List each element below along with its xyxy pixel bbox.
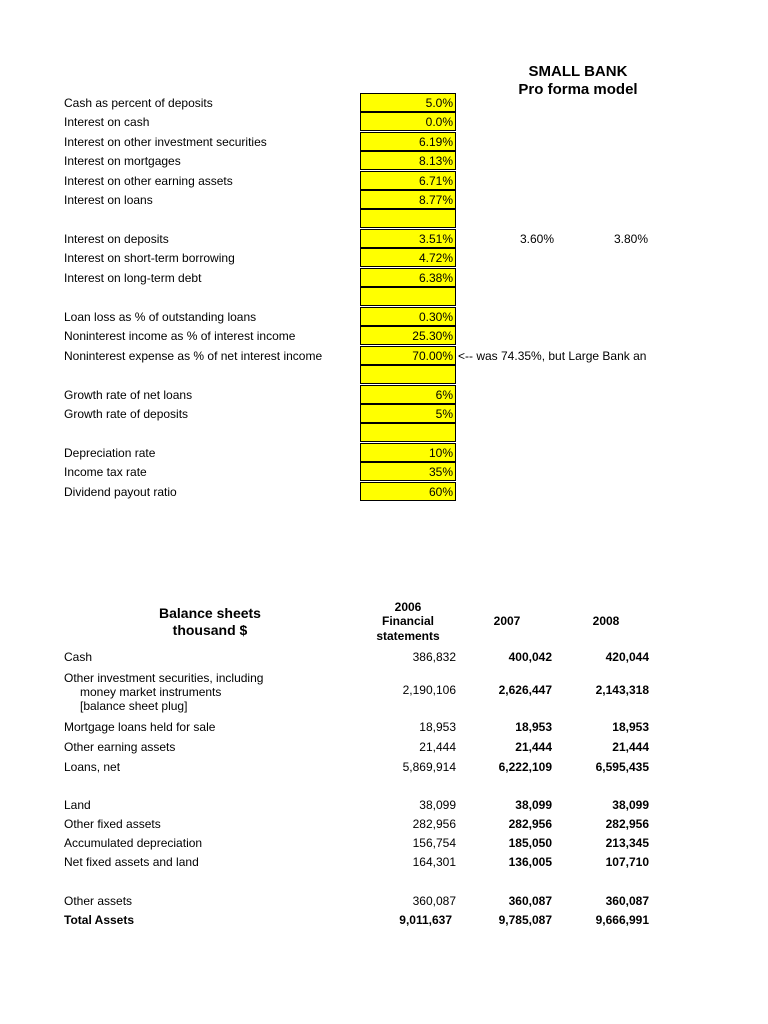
assumption-label: Cash as percent of deposits	[64, 96, 213, 110]
balance-total-2008: 9,666,991	[595, 913, 649, 927]
assumption-label: Interest on loans	[64, 193, 153, 207]
balance-2008: 6,595,435	[595, 760, 649, 774]
balance-total-label: Total Assets	[64, 913, 135, 927]
col-2007: 2007	[493, 614, 521, 628]
assumption-cell[interactable]: 8.77%	[360, 190, 456, 209]
balance-2008: 420,044	[605, 650, 649, 664]
balance-2007: 360,087	[508, 894, 552, 908]
assumption-label: Interest on cash	[64, 115, 150, 129]
balance-2006: 5,869,914	[402, 760, 456, 774]
balance-2008: 38,099	[612, 798, 649, 812]
balance-2008: 360,087	[605, 894, 649, 908]
assumption-label: Noninterest expense as % of net interest income	[64, 349, 323, 363]
assumption-cell-empty[interactable]	[360, 209, 456, 228]
balance-2008: 213,345	[605, 836, 649, 850]
assumption-label: Growth rate of deposits	[64, 407, 189, 421]
balance-2006: 18,953	[419, 720, 456, 734]
assumption-cell[interactable]: 0.0%	[360, 112, 456, 131]
assumption-cell[interactable]: 60%	[360, 482, 456, 501]
balance-2006: 386,832	[412, 650, 456, 664]
assumption-label: Interest on mortgages	[64, 154, 181, 168]
balance-row-label: Other assets	[64, 894, 133, 908]
assumption-cell[interactable]: 6.71%	[360, 171, 456, 190]
col-2006-line3: statements	[376, 629, 440, 643]
balance-row-label: Cash	[64, 650, 93, 664]
assumption-cell[interactable]: 5.0%	[360, 93, 456, 112]
balance-2006: 360,087	[412, 894, 456, 908]
balance-2007: 185,050	[508, 836, 552, 850]
balance-2007: 18,953	[515, 720, 552, 734]
balance-row-label: Mortgage loans held for sale	[64, 720, 216, 734]
balance-row-label: Other investment securities, including	[64, 671, 264, 685]
balance-row-label: Land	[64, 798, 91, 812]
title-line2: Pro forma model	[518, 81, 638, 98]
balance-total-2006: 9,011,637	[399, 913, 452, 927]
assumption-cell[interactable]: 70.00%	[360, 346, 456, 365]
assumption-label: Interest on other investment securities	[64, 135, 267, 149]
assumption-cell[interactable]: 3.51%	[360, 229, 456, 248]
balance-heading-line2: thousand $	[172, 622, 248, 638]
col-2006-line2: Financial	[381, 614, 434, 628]
balance-row-label: Other earning assets	[64, 740, 176, 754]
balance-2008: 107,710	[605, 855, 649, 869]
assumption-label: Growth rate of net loans	[64, 388, 193, 402]
col-2008: 2008	[592, 614, 620, 628]
balance-2007: 6,222,109	[498, 760, 552, 774]
assumption-cell[interactable]: 5%	[360, 404, 456, 423]
assumption-cell-empty[interactable]	[360, 287, 456, 306]
balance-row-label-cont: [balance sheet plug]	[80, 699, 188, 713]
assumption-cell[interactable]: 25.30%	[360, 326, 456, 345]
assumption-cell[interactable]: 8.13%	[360, 151, 456, 170]
assumption-cell[interactable]: 6.38%	[360, 268, 456, 287]
assumption-label: Income tax rate	[64, 465, 147, 479]
balance-2008: 2,143,318	[595, 683, 649, 697]
balance-heading-line1: Balance sheets	[159, 605, 261, 621]
assumption-label: Interest on long-term debt	[64, 271, 202, 285]
assumption-cell[interactable]: 6.19%	[360, 132, 456, 151]
assumption-cell[interactable]: 10%	[360, 443, 456, 462]
assumption-label: Noninterest income as % of interest income	[64, 329, 296, 343]
assumption-label: Interest on deposits	[64, 232, 169, 246]
assumption-label: Interest on short-term borrowing	[64, 251, 235, 265]
balance-2006: 156,754	[412, 836, 456, 850]
balance-row-label-cont: money market instruments	[80, 685, 222, 699]
balance-2006: 38,099	[419, 798, 456, 812]
balance-2007: 400,042	[508, 650, 552, 664]
balance-row-label: Net fixed assets and land	[64, 855, 199, 869]
balance-2008: 21,444	[612, 740, 649, 754]
balance-2007: 38,099	[515, 798, 552, 812]
balance-2006: 21,444	[419, 740, 456, 754]
balance-row-label: Other fixed assets	[64, 817, 161, 831]
assumption-label: Depreciation rate	[64, 446, 156, 460]
balance-2006: 2,190,106	[402, 683, 456, 697]
balance-2007: 21,444	[515, 740, 552, 754]
balance-2008: 282,956	[605, 817, 649, 831]
expense-note: <-- was 74.35%, but Large Bank an	[458, 349, 647, 363]
balance-2006: 282,956	[412, 817, 456, 831]
assumption-label: Dividend payout ratio	[64, 485, 177, 499]
deposit-rate-2008: 3.80%	[614, 232, 649, 246]
balance-2007: 2,626,447	[498, 683, 552, 697]
balance-total-2007: 9,785,087	[498, 913, 552, 927]
balance-2007: 282,956	[508, 817, 552, 831]
assumption-cell-empty[interactable]	[360, 365, 456, 384]
title-line1: SMALL BANK	[528, 63, 628, 80]
assumption-label: Loan loss as % of outstanding loans	[64, 310, 257, 324]
assumption-cell-empty[interactable]	[360, 423, 456, 442]
balance-row-label: Loans, net	[64, 760, 121, 774]
assumption-cell[interactable]: 0.30%	[360, 307, 456, 326]
balance-2007: 136,005	[508, 855, 552, 869]
balance-row-label: Accumulated depreciation	[64, 836, 203, 850]
deposit-rate-2007: 3.60%	[520, 232, 555, 246]
balance-2008: 18,953	[612, 720, 649, 734]
col-2006-line1: 2006	[394, 600, 422, 614]
assumption-label: Interest on other earning assets	[64, 174, 233, 188]
balance-2006: 164,301	[412, 855, 456, 869]
assumption-cell[interactable]: 6%	[360, 385, 456, 404]
assumption-cell[interactable]: 35%	[360, 462, 456, 481]
assumption-cell[interactable]: 4.72%	[360, 248, 456, 267]
